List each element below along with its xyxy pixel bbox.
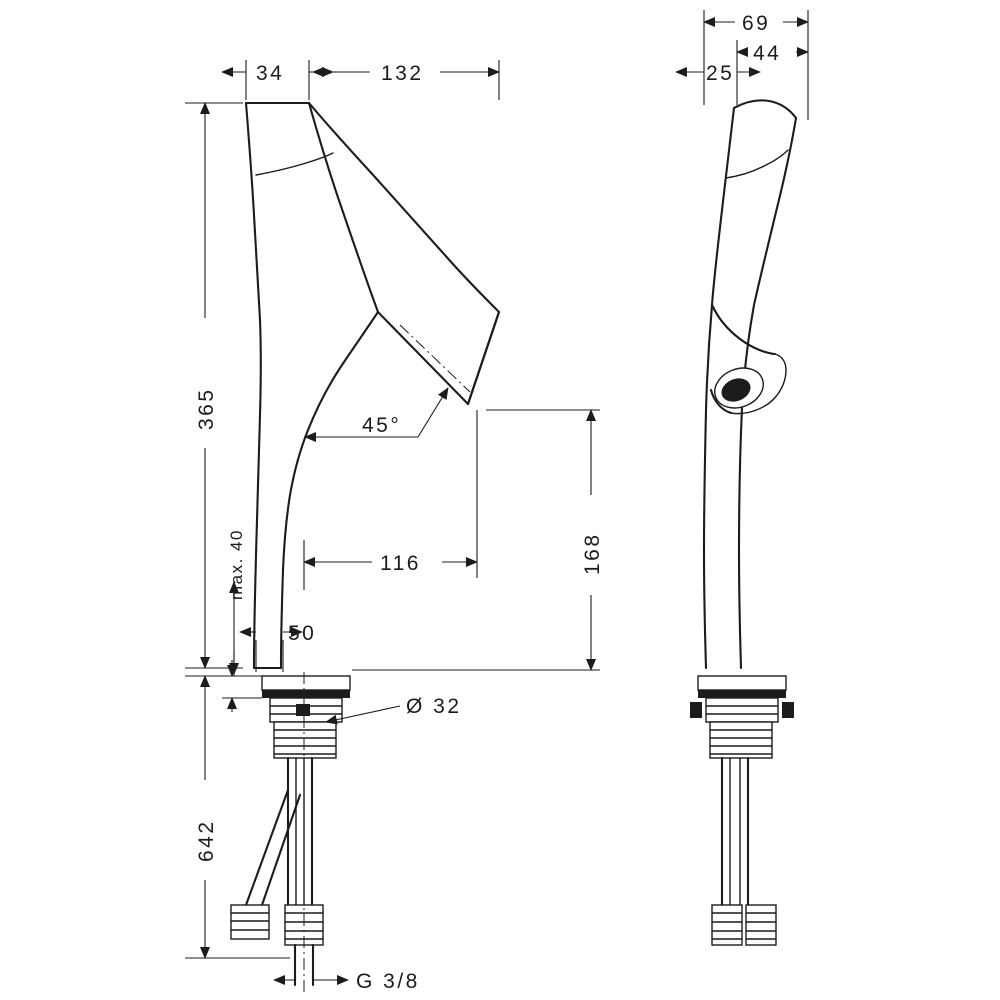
dimension-50-label: 50 (288, 622, 317, 645)
front-view-base-assembly (231, 672, 350, 992)
side-view-faucet-outline (704, 100, 796, 668)
dimension-642-label: 642 (195, 819, 218, 862)
dimension-thread-g38-label: G 3/8 (356, 970, 420, 993)
dimension-diameter-32-label: Ø 32 (406, 695, 462, 718)
dimension-168-label: 168 (581, 532, 604, 575)
dimension-max-40-label: max. 40 (227, 529, 246, 600)
dimension-168 (352, 410, 604, 670)
dimension-34-label: 34 (256, 62, 285, 85)
dimension-25 (676, 62, 760, 85)
dimension-45-degrees (305, 388, 448, 437)
dimension-132-label: 132 (381, 62, 424, 85)
dimension-45-degrees-label: 45° (362, 414, 402, 437)
front-view-faucet-outline (246, 103, 499, 668)
dimension-50 (240, 622, 316, 672)
dimension-132 (313, 58, 499, 100)
dimension-34 (222, 60, 333, 100)
dimension-44-label: 44 (753, 42, 782, 65)
dimension-max-40 (227, 529, 246, 676)
dimension-365-label: 365 (195, 387, 218, 430)
dimension-69-label: 69 (742, 12, 771, 35)
dimension-116-label: 116 (380, 552, 421, 575)
dimension-25-label: 25 (706, 62, 735, 85)
side-view-base-assembly (690, 676, 794, 945)
